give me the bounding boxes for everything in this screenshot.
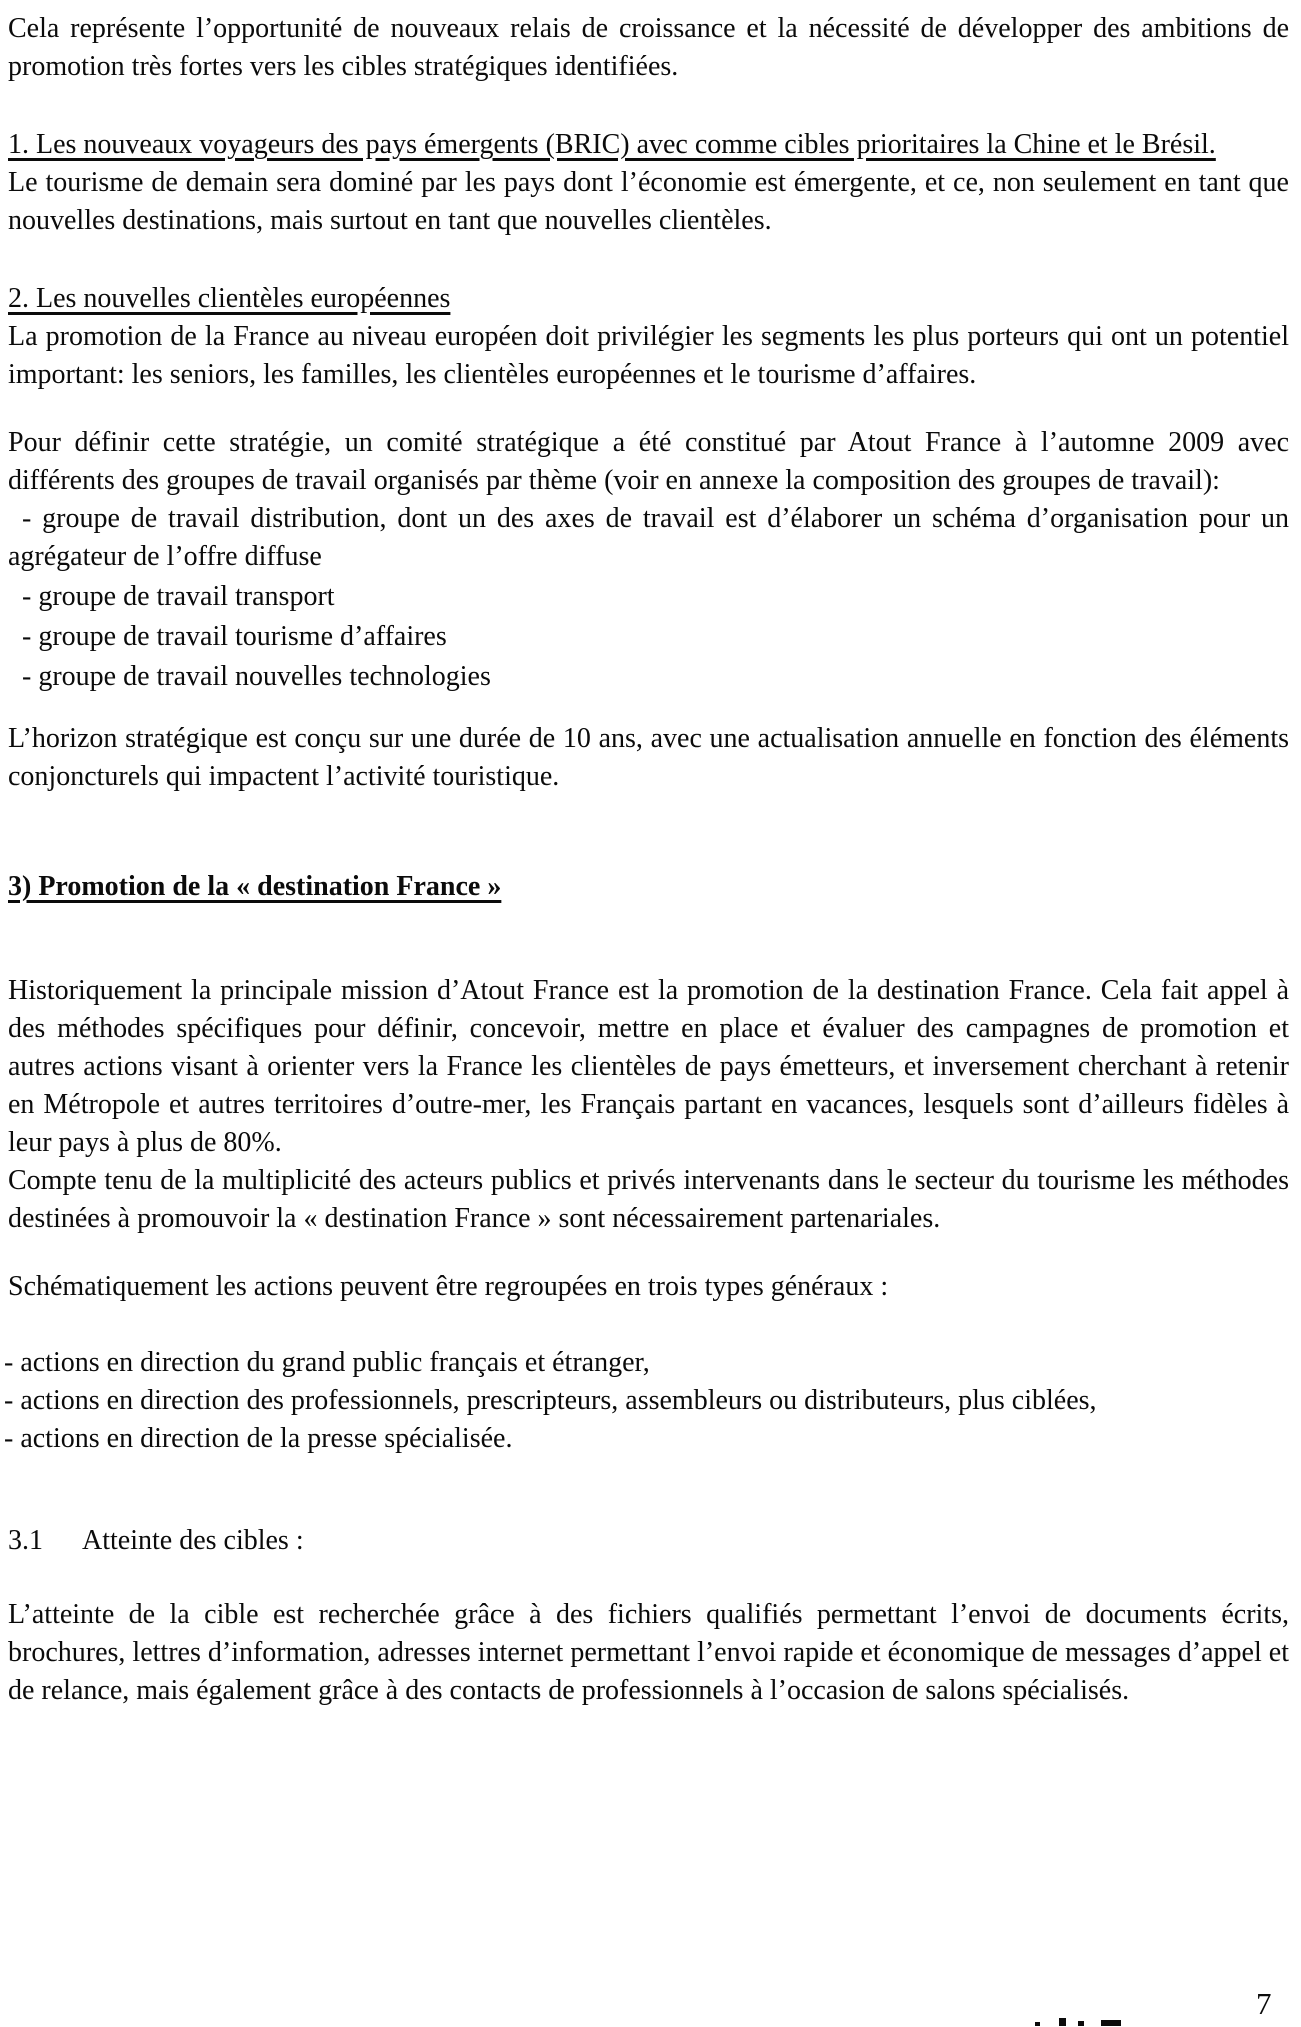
page-number: 7 (1256, 1986, 1272, 2021)
section3-paragraph-2: Compte tenu de la multiplicité des acteurs publics et privés intervenants dans le secteur du tourisme les méthodes destinées à promouvoir la « destination France » sont nécessairement partenariales. (8, 1165, 1289, 1234)
section2-paragraph: La promotion de la France au niveau européen doit privilégier les segments les plus porteurs qui ont un potentiel important: les seniors, les familles, les clientèles européennes et le tourisme d’affaires. (8, 321, 1289, 390)
scan-artifact-mark (1101, 2020, 1121, 2026)
scan-artifact-mark (1059, 2018, 1066, 2026)
list-item-nouvelles-technologies: - groupe de travail nouvelles technologies (22, 661, 491, 692)
action-item-professionnels: - actions en direction des professionnels, prescripteurs, assembleurs ou distributeurs, plus ciblées, (4, 1385, 1097, 1416)
section3-heading-text: 3) Promotion de la « destination France » (8, 871, 502, 902)
scan-artifact-mark (1078, 2021, 1084, 2026)
actions-list (4, 1344, 1289, 1458)
action-item-presse: - actions en direction de la presse spécialisée. (4, 1423, 513, 1454)
list-item-tourisme-affaires: - groupe de travail tourisme d’affaires (22, 621, 447, 652)
section31-paragraph: L’atteinte de la cible est recherchée grâce à des fichiers qualifiés permettant l’envoi de documents écrits, brochures, lettres d’information, adresses internet permettant l’envoi rapide et économique de messages d’appel et de relance, mais également grâce à des contacts de professionnels à l’occasion de salons spécialisés. (8, 1599, 1289, 1706)
section31-number: 3.1 (8, 1525, 43, 1556)
section3-paragraph-1: Historiquement la principale mission d’Atout France est la promotion de la destination France. Cela fait appel à des méthodes spécifiques pour définir, concevoir, mettre en place et évaluer des campagnes de promotion et autres actions visant à orienter vers la France les clientèles de pays émetteurs, et inversement cherchant à retenir en Métropole et autres territoires d’outre-mer, les Français partant en vacances, lesquels sont d’ailleurs fidèles à leur pays à plus de 80%. (8, 975, 1289, 1158)
list-item-transport: - groupe de travail transport (22, 581, 335, 612)
section1-paragraph: Le tourisme de demain sera dominé par les pays dont l’économie est émergente, et ce, non seulement en tant que nouvelles destinations, mais surtout en tant que nouvelles clientèles. (8, 167, 1289, 236)
section3-paragraph-3: Schématiquement les actions peuvent être regroupées en trois types généraux : (8, 1271, 889, 1302)
intro-paragraph: Cela représente l’opportunité de nouveaux relais de croissance et la nécessité de développer des ambitions de promotion très fortes vers les cibles stratégiques identifiées. (8, 13, 1289, 82)
section31-heading (8, 1522, 1289, 1560)
committee-intro-paragraph: Pour définir cette stratégie, un comité stratégique a été constitué par Atout France à l’automne 2009 avec différents des groupes de travail organisés par thème (voir en annexe la composition des groupes de travail): (8, 427, 1289, 496)
horizon-paragraph: L’horizon stratégique est conçu sur une durée de 10 ans, avec une actualisation annuelle en fonction des éléments conjoncturels qui impactent l’activité touristique. (8, 723, 1289, 792)
section1-heading (8, 126, 1289, 164)
section2-heading (8, 280, 1289, 318)
section31-title: Atteinte des cibles : (82, 1525, 304, 1556)
section2-heading-text: 2. Les nouvelles clientèles européennes (8, 283, 451, 314)
scan-artifact-mark (1035, 2022, 1040, 2026)
working-group-list (8, 500, 1289, 696)
section3-heading (8, 868, 1289, 906)
clipped-footer-text-artifact (1035, 2017, 1155, 2027)
action-item-grand-public: - actions en direction du grand public français et étranger, (4, 1347, 650, 1378)
section1-heading-text: 1. Les nouveaux voyageurs des pays émergents (BRIC) avec comme cibles prioritaires la Chine et le Brésil. (8, 129, 1216, 160)
list-item-distribution: - groupe de travail distribution, dont un des axes de travail est d’élaborer un schéma d’organisation pour un agrégateur de l’offre diffuse (8, 503, 1289, 572)
